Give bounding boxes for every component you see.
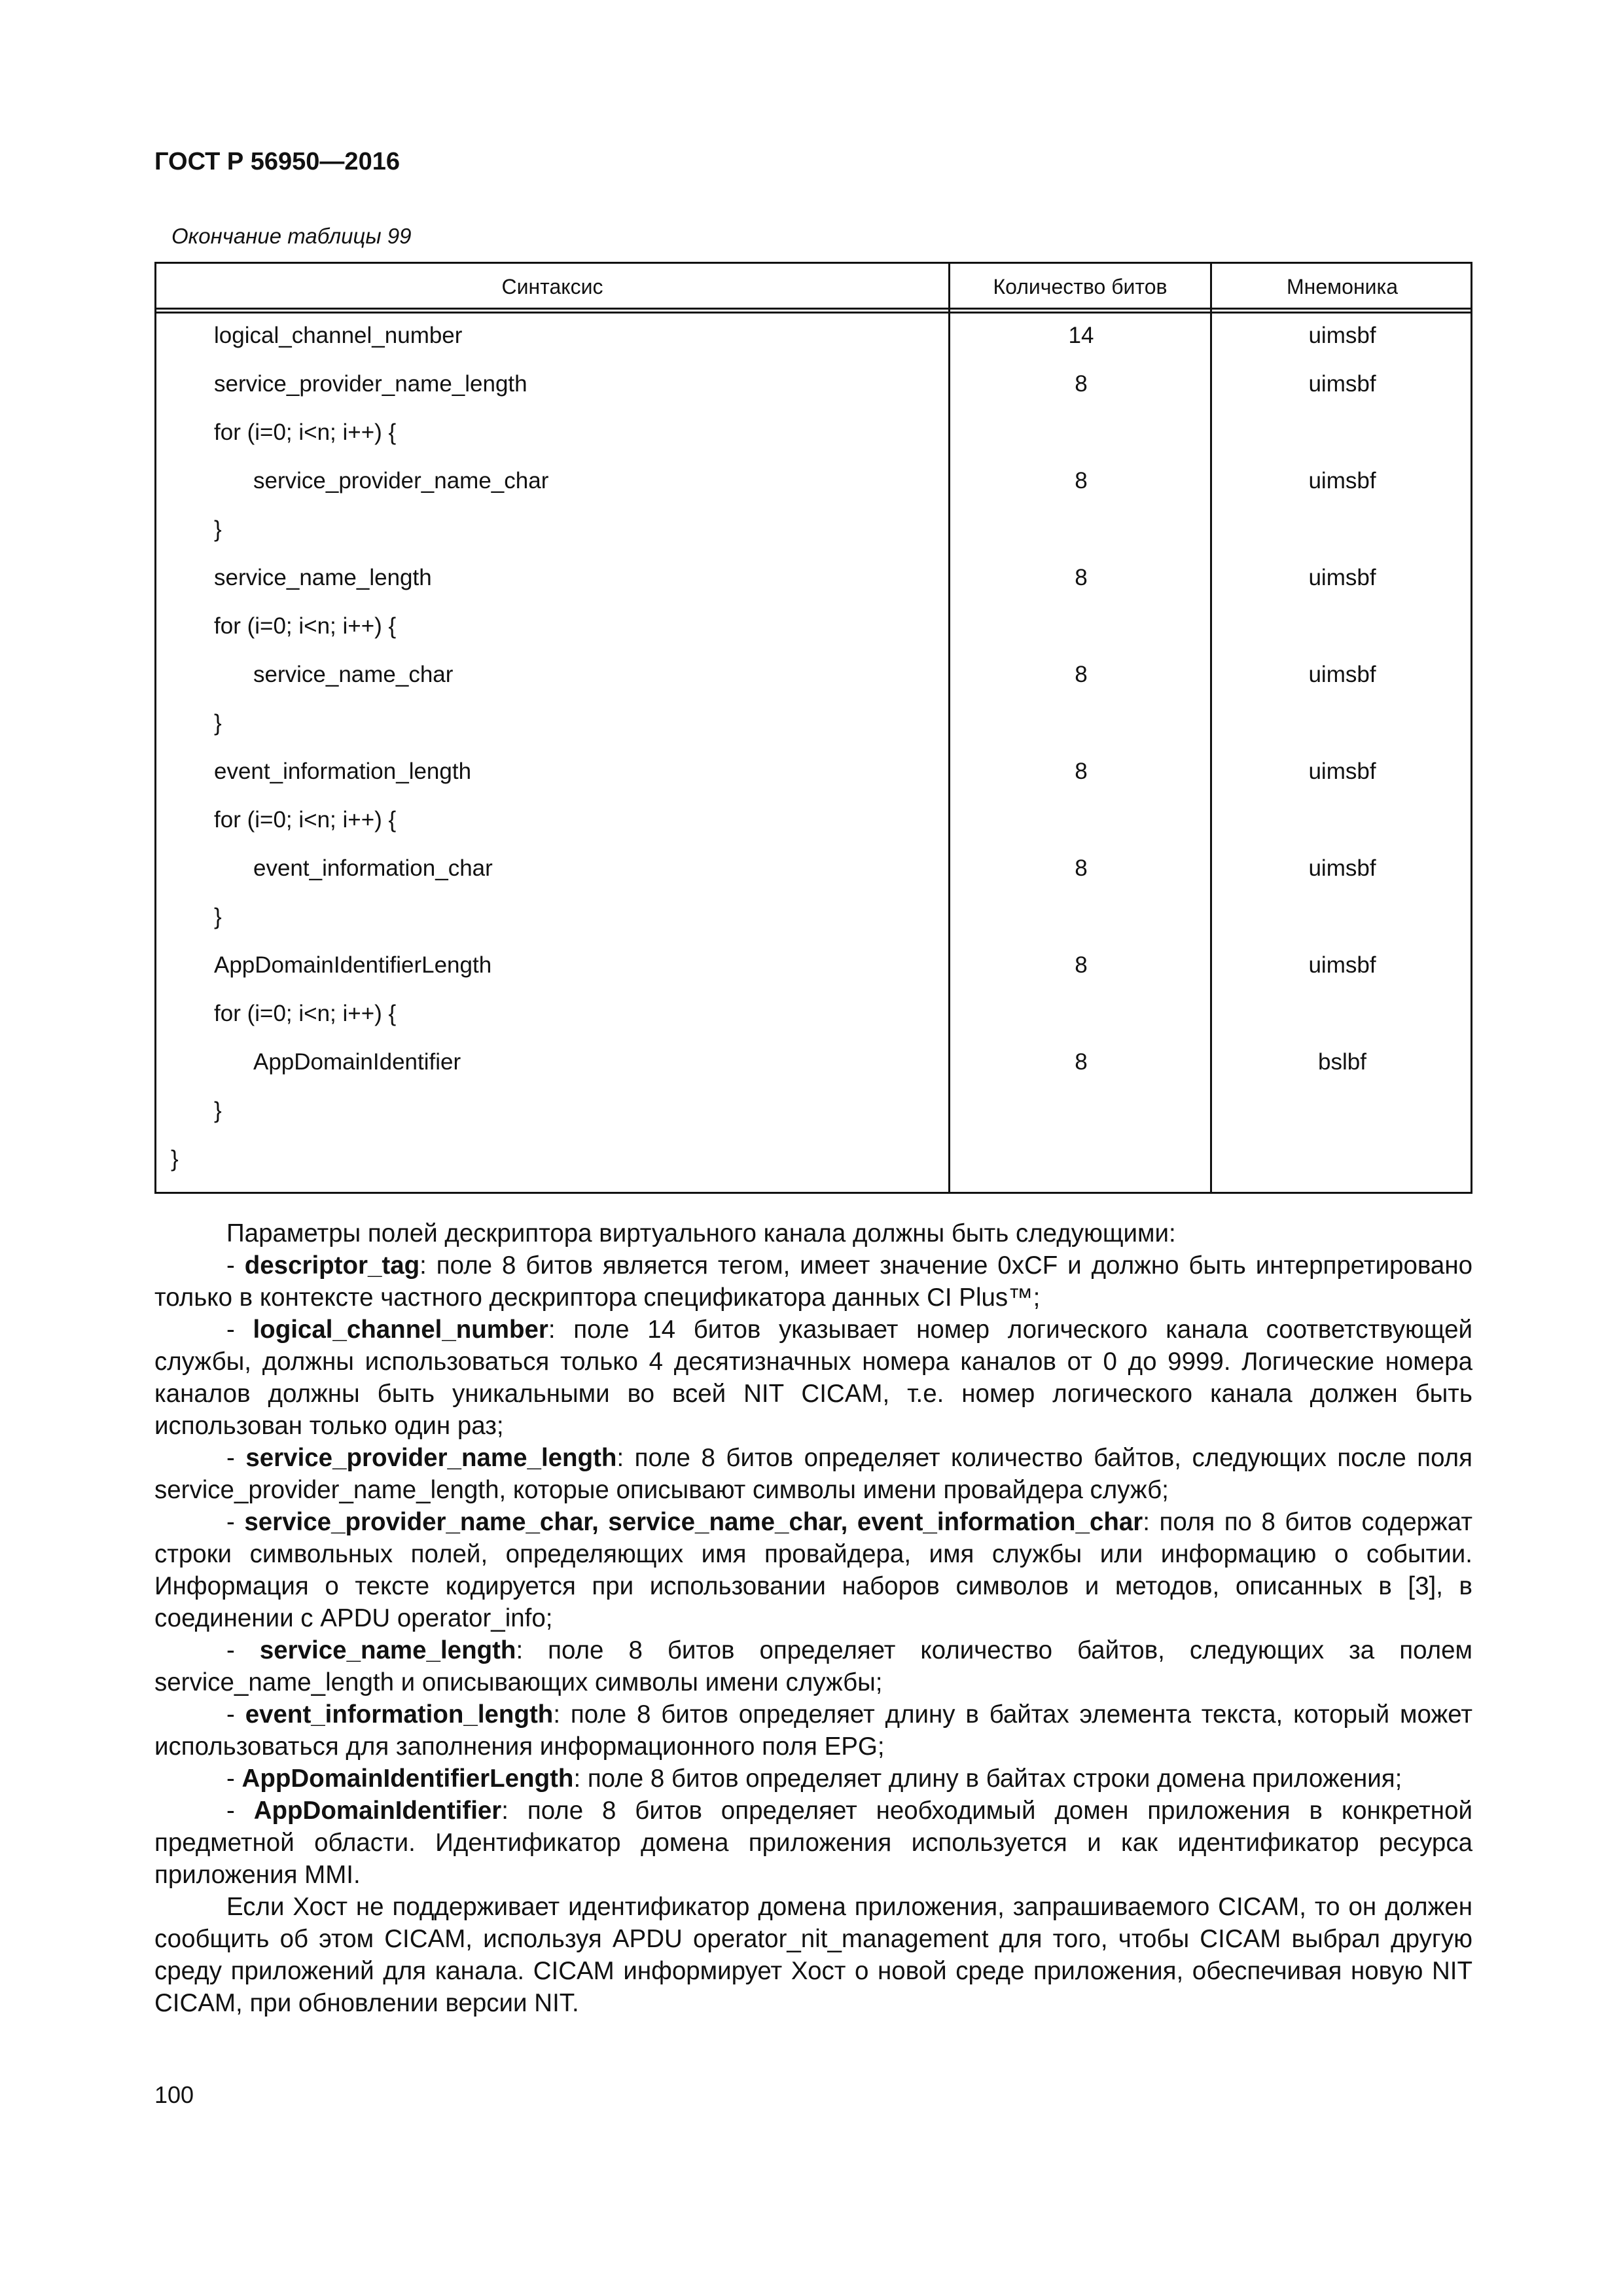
item-text: : поле 8 битов определяет необходимый домен приложения в конкретной предметной области. Идентификатор домена приложения используется и как идентификатор ресурса приложения MMI.: [154, 1797, 1472, 1889]
table-row: [156, 844, 1471, 893]
bits-cell: 14: [1068, 323, 1094, 348]
mnemonic-cell: uimsbf: [1308, 855, 1376, 881]
list-item: [154, 1314, 1472, 1442]
syntax-cell: AppDomainIdentifierLength: [214, 952, 492, 978]
item-term: service_provider_name_length: [245, 1444, 617, 1472]
table-row: [156, 747, 1471, 796]
table-row: [156, 651, 1471, 699]
mnemonic-cell: uimsbf: [1308, 662, 1376, 687]
item-prefix: -: [226, 1636, 260, 1664]
mnemonic-cell: uimsbf: [1308, 323, 1376, 348]
item-term: service_provider_name_char, service_name_char, event_information_char: [244, 1508, 1143, 1536]
item-text: : поле 8 битов является тегом, имеет значение 0xCF и должно быть интерпретировано только в контексте частного дескриптора спецификатора данных CI Plus™;: [154, 1251, 1472, 1312]
column-header-bits: Количество битов: [993, 274, 1168, 298]
syntax-cell: }: [214, 904, 222, 929]
list-item: [154, 1763, 1472, 1795]
syntax-cell: service_name_length: [214, 565, 432, 590]
list-item: [154, 1249, 1472, 1314]
item-text: : поля по 8 битов содержат строки символьных полей, определяющих имя провайдера, имя службы или информацию о событии. Информация о тексте кодируется при использовании наборов символов и методов, описанных в [3], в соединении с APDU operator_info;: [154, 1508, 1472, 1632]
document-header: ГОСТ Р 56950—2016: [154, 148, 400, 175]
table-row: [156, 457, 1471, 505]
column-header-syntax: Синтаксис: [501, 274, 603, 298]
table-row: [156, 408, 1471, 457]
syntax-cell: service_provider_name_char: [253, 468, 549, 493]
list-item: [154, 1634, 1472, 1698]
syntax-table: [154, 262, 1472, 1194]
table-row: [156, 360, 1471, 408]
syntax-cell: }: [171, 1146, 179, 1172]
syntax-cell: for (i=0; i<n; i++) {: [214, 420, 397, 445]
item-prefix: -: [226, 1700, 245, 1729]
bits-cell: 8: [1075, 565, 1088, 590]
mnemonic-cell: uimsbf: [1308, 952, 1376, 978]
table-caption: Окончание таблицы 99: [171, 224, 412, 248]
table-row: [156, 505, 1471, 554]
item-prefix: -: [226, 1316, 253, 1344]
table-row: [156, 554, 1471, 602]
bits-cell: 8: [1075, 468, 1088, 493]
item-term: event_information_length: [245, 1700, 554, 1729]
item-text: : поле 8 битов определяет количество байтов, следующих после поля service_provider_name_length, которые описывают символы имени провайдера служб;: [154, 1444, 1472, 1504]
item-term: AppDomainIdentifierLength: [241, 1765, 574, 1793]
mnemonic-cell: uimsbf: [1308, 371, 1376, 397]
list-item: [154, 1698, 1472, 1763]
intro-paragraph: Параметры полей дескриптора виртуального канала должны быть следующими:: [226, 1219, 1176, 1247]
item-text: : поле 14 битов указывает номер логического канала соответствующей службы, должны использоваться только 4 десятизначных номера каналов от 0 до 9999. Логические номера каналов должны быть уникальными во всей NIT CICAM, т.е. номер логического канала должен быть использован только один раз;: [154, 1316, 1472, 1440]
syntax-cell: for (i=0; i<n; i++) {: [214, 613, 397, 639]
item-prefix: -: [226, 1444, 246, 1472]
table-row: [156, 602, 1471, 651]
syntax-cell: for (i=0; i<n; i++) {: [214, 1001, 397, 1026]
bits-cell: 8: [1075, 662, 1088, 687]
body-text: [154, 1217, 1472, 2019]
bits-cell: 8: [1075, 952, 1088, 978]
syntax-cell: AppDomainIdentifier: [253, 1049, 461, 1075]
table-row: [156, 941, 1471, 990]
item-term: logical_channel_number: [253, 1316, 548, 1344]
item-prefix: -: [226, 1251, 245, 1280]
item-term: AppDomainIdentifier: [253, 1797, 502, 1825]
mnemonic-cell: uimsbf: [1308, 565, 1376, 590]
bits-cell: 8: [1075, 371, 1088, 397]
bits-cell: 8: [1075, 1049, 1088, 1075]
mnemonic-cell: bslbf: [1318, 1049, 1366, 1075]
bits-cell: 8: [1075, 759, 1088, 784]
item-term: service_name_length: [259, 1636, 516, 1664]
table-row: [156, 796, 1471, 844]
table-row: [156, 312, 1471, 360]
syntax-cell: }: [214, 516, 222, 542]
syntax-cell: }: [214, 710, 222, 736]
table-row: [156, 990, 1471, 1038]
mnemonic-cell: uimsbf: [1308, 468, 1376, 493]
item-prefix: -: [226, 1765, 242, 1793]
table-row: [156, 699, 1471, 747]
page-number: 100: [154, 2081, 194, 2108]
item-term: descriptor_tag: [244, 1251, 420, 1280]
table-row: [156, 1135, 1471, 1183]
bits-cell: 8: [1075, 855, 1088, 881]
column-header-mnemonic: Мнемоника: [1287, 274, 1398, 298]
item-text: : поле 8 битов определяет длину в байтах элемента текста, который может использоваться для заполнения информационного поля EPG;: [154, 1700, 1472, 1761]
item-text: : поле 8 битов определяет длину в байтах строки домена приложения;: [573, 1765, 1402, 1793]
list-item: [154, 1506, 1472, 1634]
list-item: [154, 1795, 1472, 1891]
item-prefix: -: [226, 1797, 254, 1825]
table-row: [156, 1086, 1471, 1135]
syntax-cell: service_provider_name_length: [214, 371, 527, 397]
syntax-cell: }: [214, 1098, 222, 1123]
item-text: : поле 8 битов определяет количество байтов, следующих за полем service_name_length и описывающих символы имени службы;: [154, 1636, 1472, 1696]
syntax-cell: logical_channel_number: [214, 323, 463, 348]
item-prefix: -: [226, 1508, 245, 1536]
syntax-cell: for (i=0; i<n; i++) {: [214, 807, 397, 833]
list-item: [154, 1442, 1472, 1506]
syntax-cell: service_name_char: [253, 662, 454, 687]
syntax-cell: event_information_length: [214, 759, 472, 784]
mnemonic-cell: uimsbf: [1308, 759, 1376, 784]
table-row: [156, 1038, 1471, 1086]
table-row: [156, 893, 1471, 941]
syntax-cell: event_information_char: [253, 855, 493, 881]
closing-paragraph: Если Хост не поддерживает идентификатор домена приложения, запрашиваемого CICAM, то он должен сообщить об этом CICAM, используя APDU operator_nit_management для того, чтобы CICAM выбрал другую среду приложений для канала. CICAM информирует Хост о новой среде приложения, обеспечивая новую NIT CICAM, при обновлении версии NIT.: [154, 1893, 1472, 2017]
